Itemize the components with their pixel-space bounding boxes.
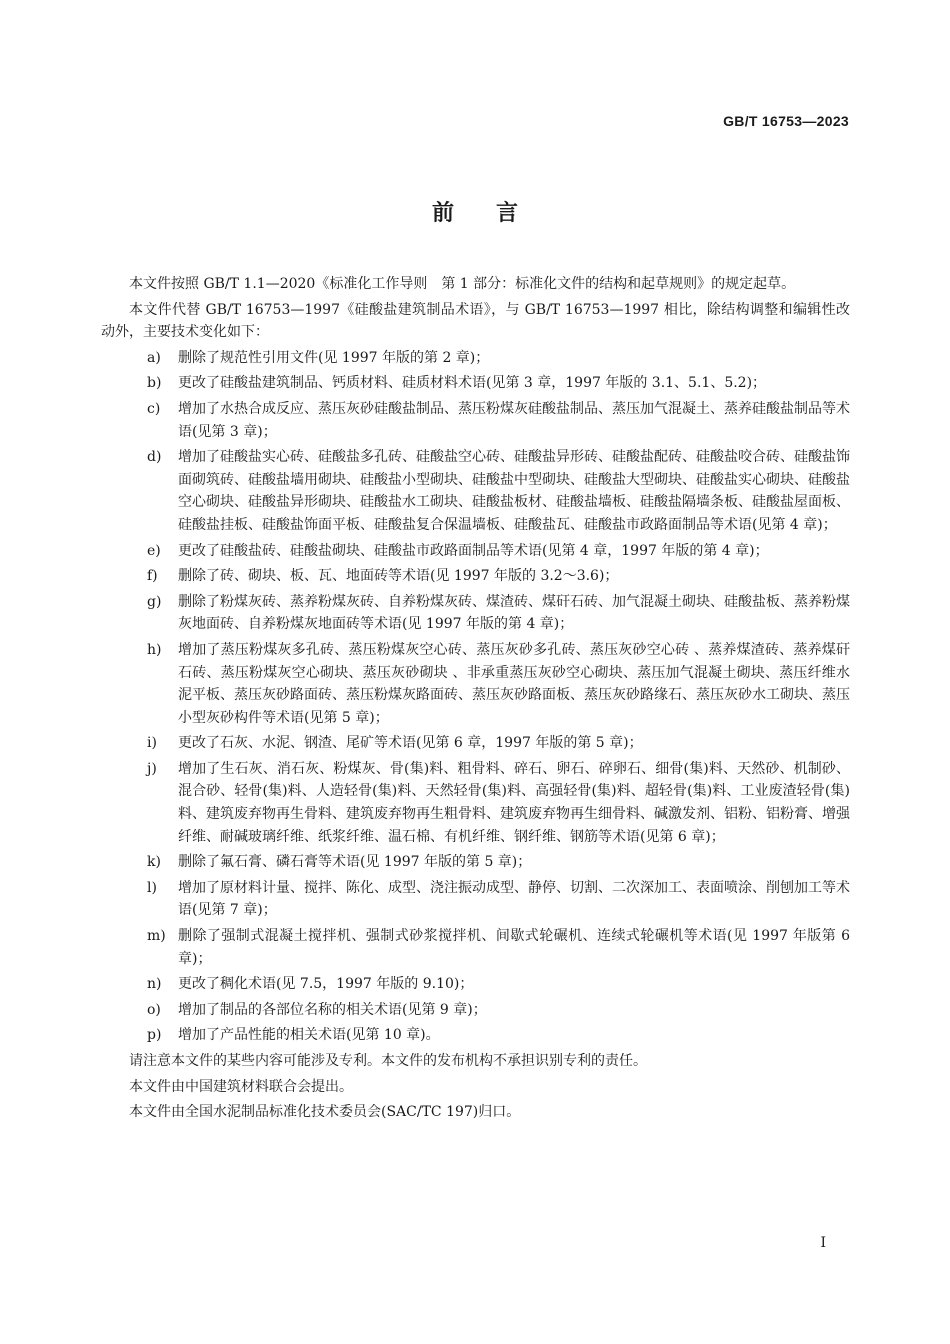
- paragraph: 本文件由全国水泥制品标准化技术委员会(SAC/TC 197)归口。: [129, 1104, 521, 1121]
- list-item: [101, 877, 850, 922]
- page-title: 前言: [431, 201, 560, 226]
- list-item: [101, 973, 850, 996]
- list-item-label: o): [147, 1001, 161, 1018]
- list-item-label: i): [147, 735, 157, 752]
- list-item-label: c): [147, 400, 161, 417]
- list-item-text: 增加了硅酸盐实心砖、硅酸盐多孔砖、硅酸盐空心砖、硅酸盐异形砖、硅酸盐配砖、硅酸盐咬合砖、硅酸盐饰面砌筑砖、硅酸盐墙用砌块、硅酸盐小型砌块、硅酸盐中型砌块、硅酸盐大型砌块、硅酸盐实心砌块、硅酸盐空心砌块、硅酸盐异形砌块、硅酸盐水工砌块、硅酸盐板材、硅酸盐墙板、硅酸盐隔墙条板、硅酸盐屋面板、硅酸盐挂板、硅酸盐饰面平板、硅酸盐复合保温墙板、硅酸盐瓦、硅酸盐市政路面制品等术语(见第 4 章)；: [178, 449, 850, 533]
- list-item-label: n): [147, 976, 162, 993]
- list-item: [101, 732, 850, 755]
- list-item-label: j): [147, 760, 157, 777]
- list-item-text: 更改了硅酸盐建筑制品、钙质材料、硅质材料术语(见第 3 章，1997 年版的 3.1、5.1、5.2)；: [178, 375, 767, 392]
- list-item-text: 删除了强制式混凝土搅拌机、强制式砂浆搅拌机、间歇式轮碾机、连续式轮碾机等术语(见 1997 年版第 6 章)；: [178, 928, 850, 967]
- list-item-label: k): [147, 854, 161, 871]
- list-item-text: 删除了砖、砌块、板、瓦、地面砖等术语(见 1997 年版的 3.2～3.6)；: [178, 568, 619, 585]
- list-item: [101, 446, 850, 536]
- list-item: [101, 398, 850, 443]
- list-item: [101, 591, 850, 636]
- list-item: [101, 540, 850, 563]
- list-item-text: 删除了粉煤灰砖、蒸养粉煤灰砖、自养粉煤灰砖、煤渣砖、煤矸石砖、加气混凝土砌块、硅酸盐板、蒸养粉煤灰地面砖、自养粉煤灰地面砖等术语(见 1997 年版的第 4 章)；: [178, 593, 850, 633]
- list-item-label: m): [147, 928, 166, 945]
- foreword-body: [101, 273, 850, 1127]
- list-item: [101, 851, 850, 874]
- list-item-text: 增加了水热合成反应、蒸压灰砂硅酸盐制品、蒸压粉煤灰硅酸盐制品、蒸压加气混凝土、蒸养硅酸盐制品等术语(见第 3 章)；: [178, 400, 850, 440]
- list-item-text: 增加了蒸压粉煤灰多孔砖、蒸压粉煤灰空心砖、蒸压灰砂多孔砖、蒸压灰砂空心砖 、蒸养煤渣砖、蒸养煤矸石砖、蒸压粉煤灰空心砌块、蒸压灰砂砌块 、非承重蒸压灰砂空心砌块、蒸压加气混凝土砌块、蒸压纤维水泥平板、蒸压灰砂路面砖、蒸压粉煤灰路面砖、蒸压灰砂路面板、蒸压灰砂路缘石、蒸压灰砂水工砌块、蒸压小型灰砂构件等术语(见第 5 章)；: [178, 641, 850, 726]
- list-item-text: 增加了产品性能的相关术语(见第 10 章)。: [178, 1027, 440, 1044]
- list-item-label: p): [147, 1027, 162, 1044]
- list-item-text: 增加了制品的各部位名称的相关术语(见第 9 章)；: [178, 1001, 487, 1018]
- paragraph: 本文件按照 GB/T 1.1—2020《标准化工作导则 第 1 部分：标准化文件的结构和起草规则》的规定起草。: [129, 276, 796, 292]
- paragraph: 本文件代替 GB/T 16753—1997《硅酸盐建筑制品术语》，与 GB/T 16753—1997 相比，除结构调整和编辑性改动外，主要技术变化如下：: [101, 301, 850, 341]
- list-item-text: 更改了稠化术语(见 7.5，1997 年版的 9.10)；: [178, 976, 474, 993]
- list-item-label: e): [147, 542, 161, 559]
- list-item-label: b): [147, 375, 162, 392]
- paragraph: 请注意本文件的某些内容可能涉及专利。本文件的发布机构不承担识别专利的责任。: [129, 1053, 647, 1069]
- list-item-text: 增加了原材料计量、搅拌、陈化、成型、浇注振动成型、静停、切割、二次深加工、表面喷涂、削刨加工等术语(见第 7 章)；: [178, 879, 850, 919]
- list-item-label: h): [147, 641, 162, 658]
- changes-list: [101, 347, 850, 1047]
- list-item-label: f): [147, 568, 158, 585]
- list-item: [101, 758, 850, 848]
- list-item-text: 删除了氟石膏、磷石膏等术语(见 1997 年版的第 5 章)；: [178, 854, 532, 871]
- paragraph: 本文件由中国建筑材料联合会提出。: [129, 1078, 353, 1095]
- list-item-text: 删除了规范性引用文件(见 1997 年版的第 2 章)；: [178, 349, 490, 366]
- list-item: [101, 372, 850, 395]
- page-number: I: [820, 1235, 826, 1251]
- list-item: [101, 347, 850, 370]
- standard-code: GB/T 16753—2023: [723, 113, 849, 129]
- list-item: [101, 925, 850, 970]
- list-item: [101, 999, 850, 1022]
- list-item-text: 增加了生石灰、消石灰、粉煤灰、骨(集)料、粗骨料、碎石、卵石、碎卵石、细骨(集)料、天然砂、机制砂、混合砂、轻骨(集)料、人造轻骨(集)料、天然轻骨(集)料、高强轻骨(集)料、超轻骨(集)料、工业废渣轻骨(集)料、建筑废弃物再生骨料、建筑废弃物再生粗骨料、建筑废弃物再生细骨料、碱激发剂、铝粉、铝粉膏、增强纤维、耐碱玻璃纤维、纸浆纤维、温石棉、有机纤维、钢纤维、钢筋等术语(见第 6 章)；: [178, 760, 850, 845]
- list-item-label: d): [147, 449, 162, 466]
- list-item: [101, 639, 850, 729]
- list-item-label: a): [147, 349, 161, 366]
- list-item-label: g): [147, 593, 162, 610]
- list-item-text: 更改了石灰、水泥、钢渣、尾矿等术语(见第 6 章，1997 年版的第 5 章)；: [178, 735, 643, 752]
- list-item: [101, 1024, 850, 1047]
- list-item: [101, 565, 850, 588]
- list-item-label: l): [147, 879, 157, 896]
- list-item-text: 更改了硅酸盐砖、硅酸盐砌块、硅酸盐市政路面制品等术语(见第 4 章，1997 年版的第 4 章)；: [178, 542, 769, 559]
